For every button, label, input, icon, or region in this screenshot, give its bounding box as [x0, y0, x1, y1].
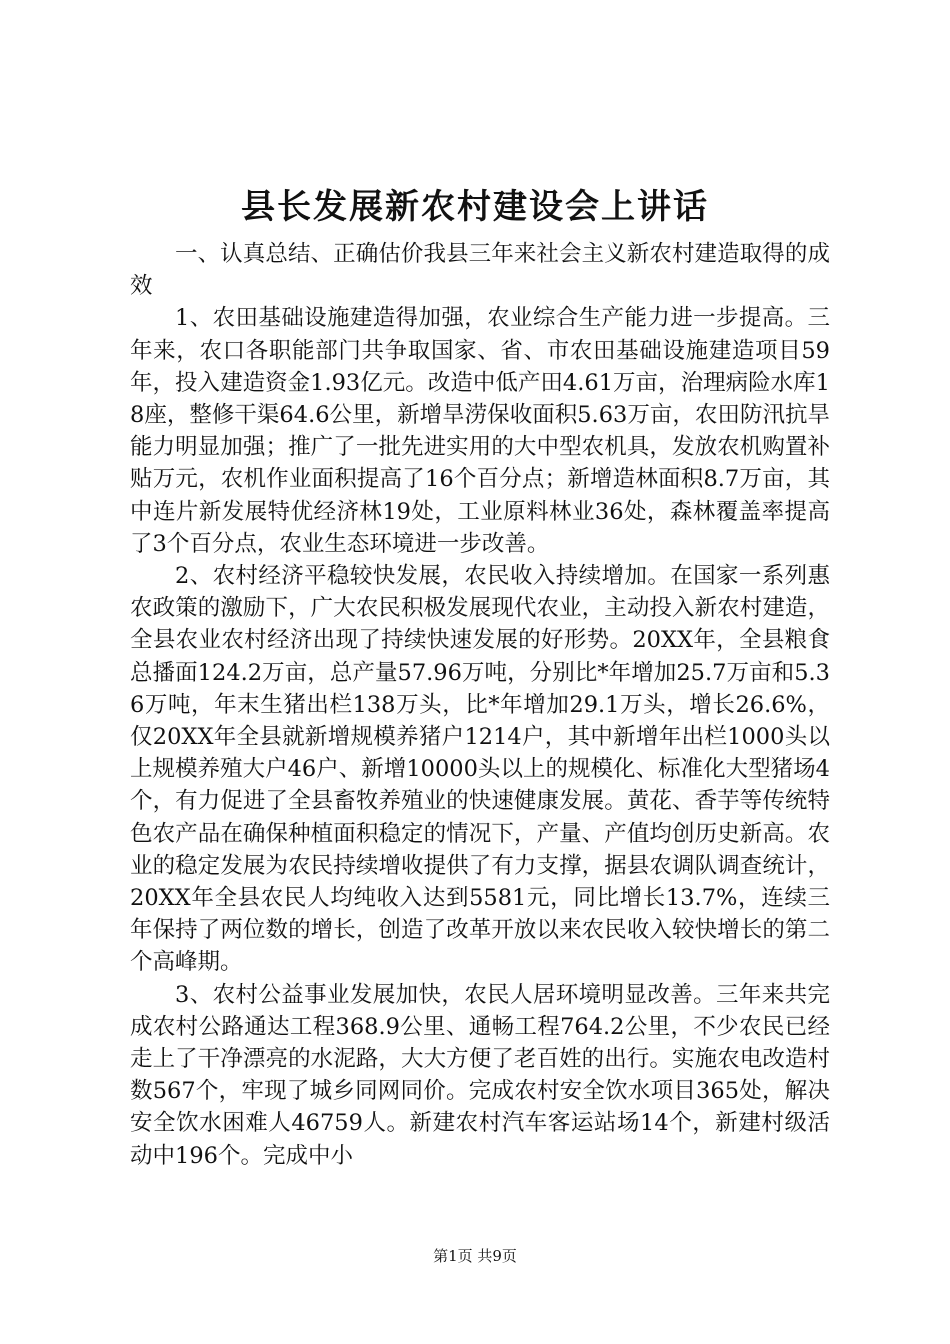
document-body [130, 238, 830, 1172]
body-paragraph-1: 1、农田基础设施建造得加强，农业综合生产能力进一步提高。三年来，农口各职能部门共争取国家、省、市农田基础设施建造项目59年，投入建造资金1.93亿元。改造中低产田4.61万亩，治理病险水库18座，整修干渠64.6公里，新增旱涝保收面积5.63万亩，农田防汛抗旱能力明显加强；推广了一批先进实用的大中型农机具，发放农机购置补贴万元，农机作业面积提高了16个百分点；新增造林面积8.7万亩，其中连片新发展特优经济林19处，工业原料林业36处，森林覆盖率提高了3个百分点，农业生态环境进一步改善。 [130, 305, 830, 557]
page-number-footer: 第1页 共9页 [433, 1247, 517, 1265]
body-paragraph-3: 3、农村公益事业发展加快，农民人居环境明显改善。三年来共完成农村公路通达工程368.9公里、通畅工程764.2公里，不少农民已经走上了干净漂亮的水泥路，大大方便了老百姓的出行。实施农电改造村数567个，牢现了城乡同网同价。完成农村安全饮水项目365处，解决安全饮水困难人46759人。新建农村汽车客运站场14个，新建村级活动中196个。完成中小 [130, 981, 830, 1169]
document-title: 县长发展新农村建设会上讲话 [241, 187, 709, 227]
body-paragraph-2: 2、农村经济平稳较快发展，农民收入持续增加。在国家一系列惠农政策的激励下，广大农民积极发展现代农业，主动投入新农村建造，全县农业农村经济出现了持续快速发展的好形势。20XX年，全县粮食总播面124.2万亩，总产量57.96万吨，分别比*年增加25.7万亩和5.36万吨，年末生猪出栏138万头，比*年增加29.1万头，增长26.6%，仅20XX年全县就新增规模养猪户1214户，其中新增年出栏1000头以上规模养殖大户46户、新增10000头以上的规模化、标准化大型猪场4个，有力促进了全县畜牧养殖业的快速健康发展。黄花、香芋等传统特色农产品在确保种植面积稳定的情况下，产量、产值均创历史新高。农业的稳定发展为农民持续增收提供了有力支撑，据县农调队调查统计，20XX年全县农民人均纯收入达到5581元，同比增长13.7%，连续三年保持了两位数的增长，创造了改革开放以来农民收入较快增长的第二个高峰期。 [130, 563, 830, 976]
section-heading-paragraph: 一、认真总结、正确估价我县三年来社会主义新农村建造取得的成效 [130, 241, 830, 300]
